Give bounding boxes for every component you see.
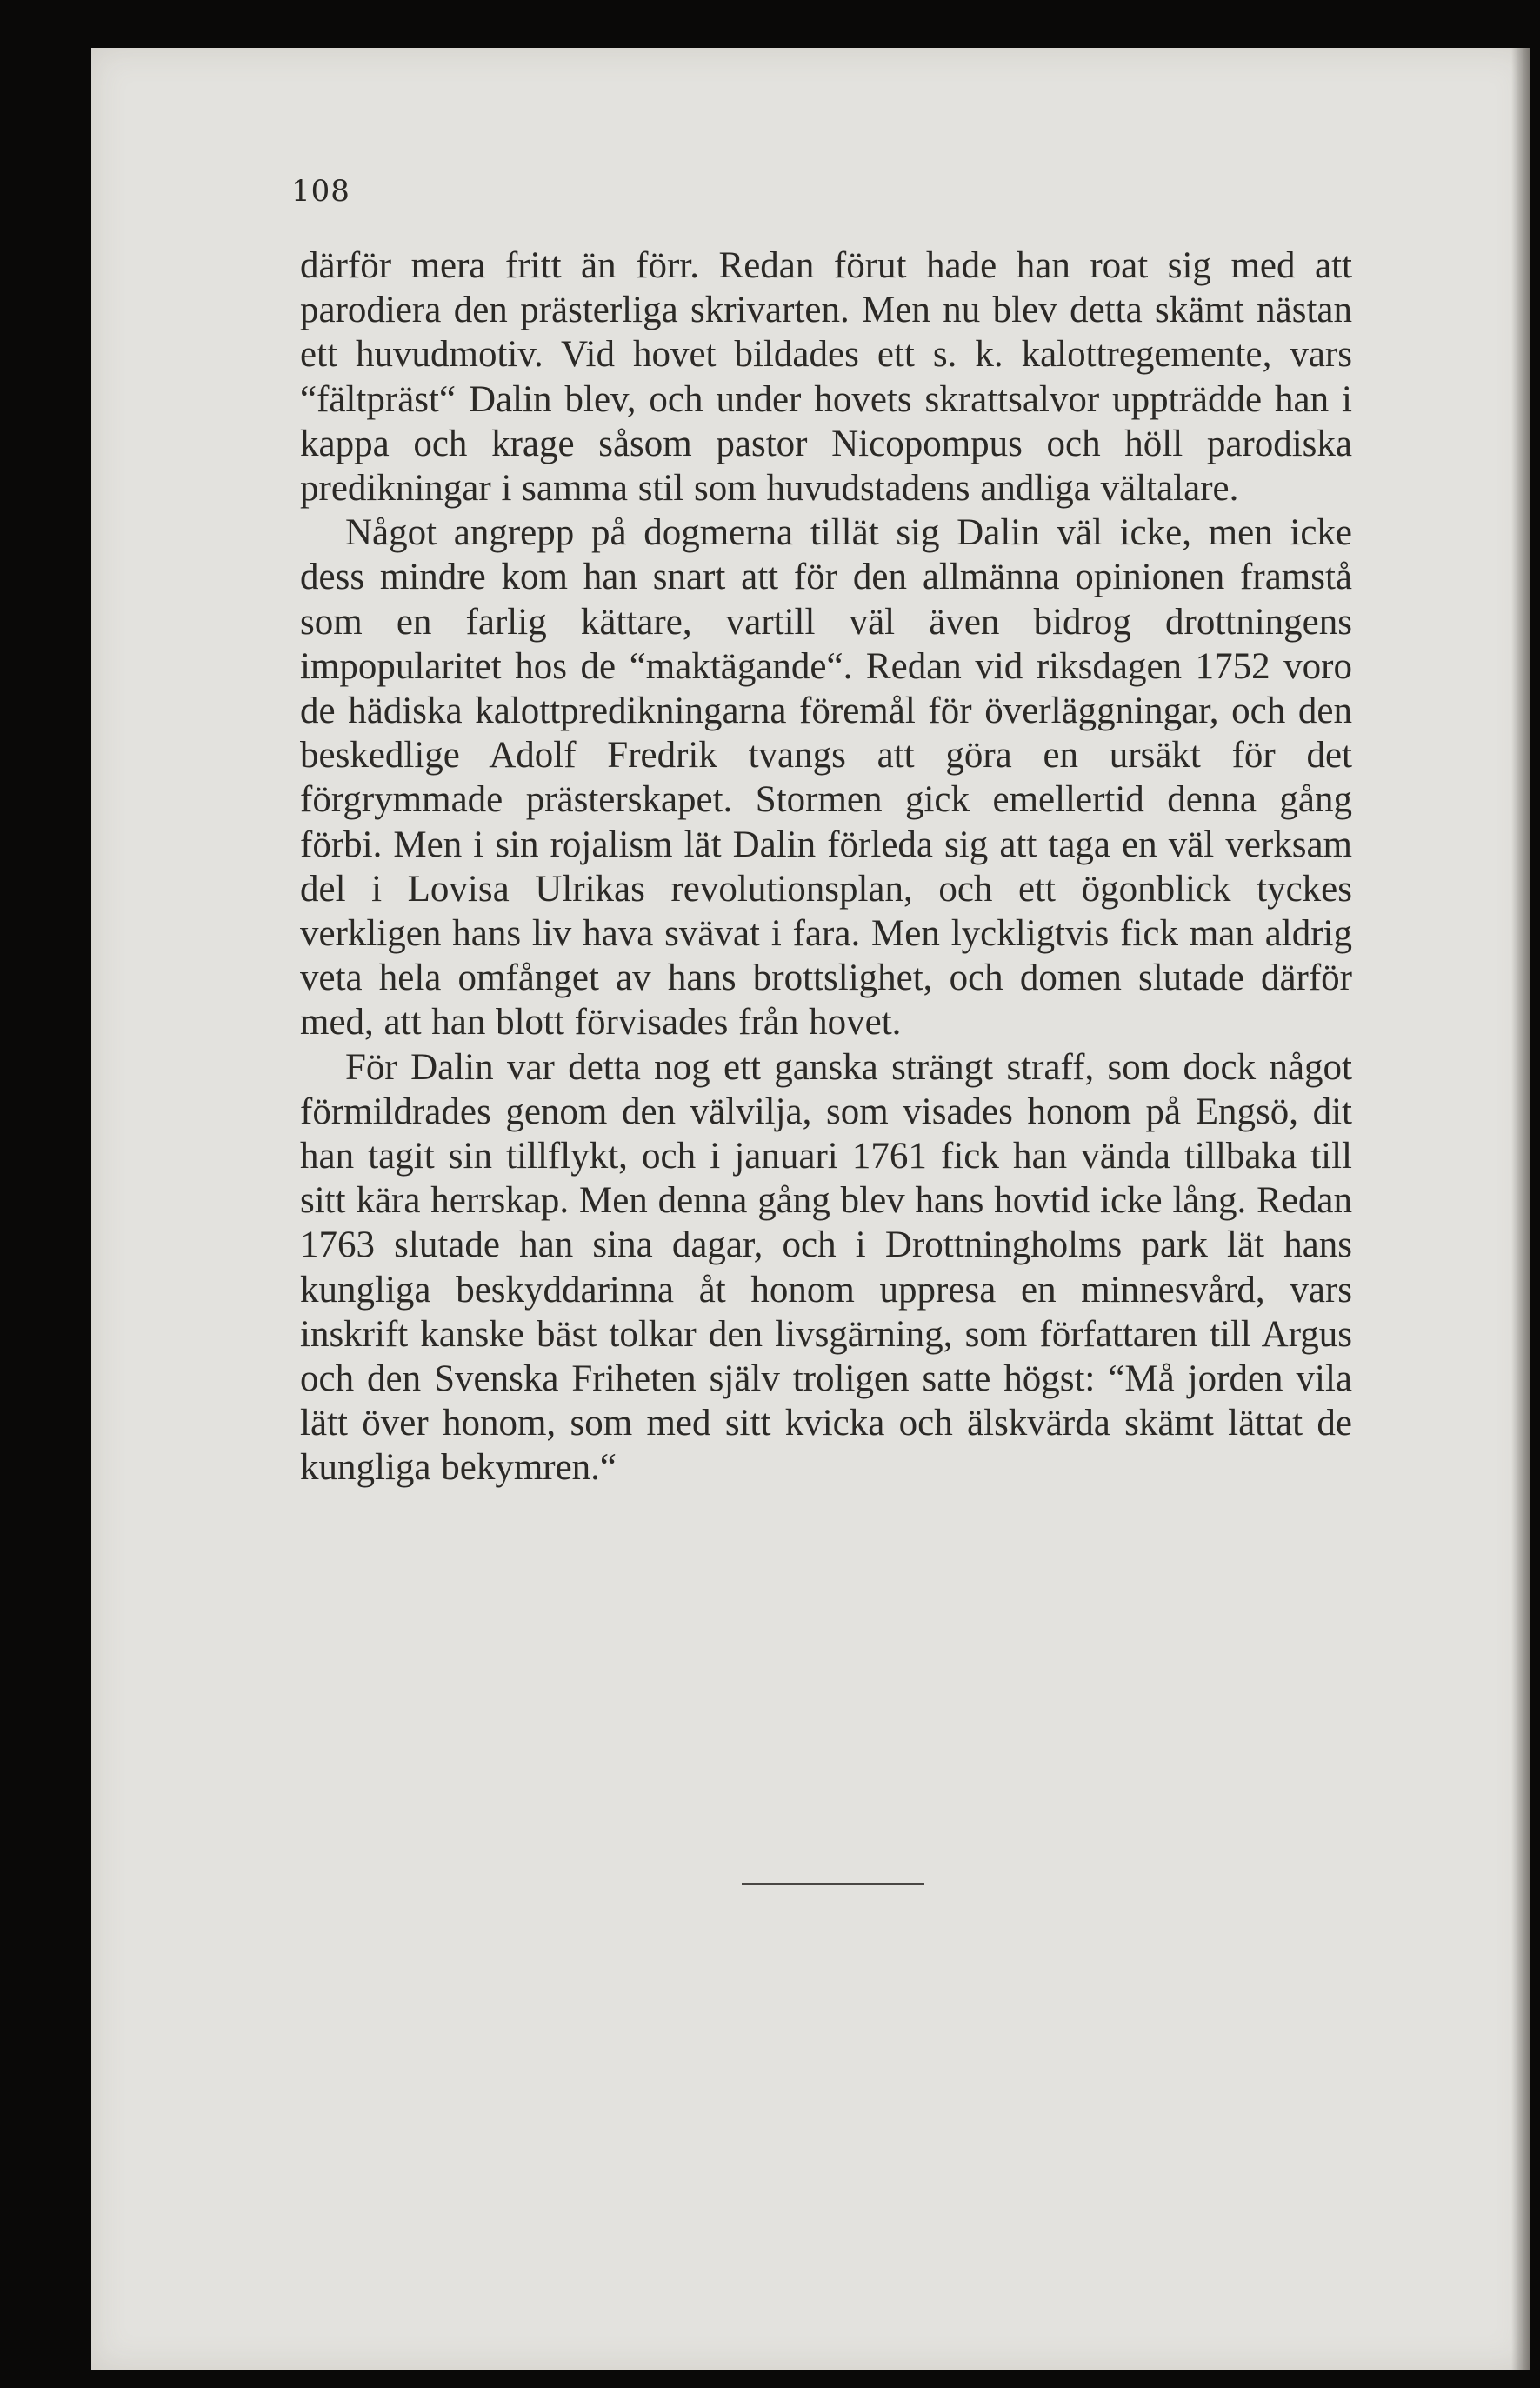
end-rule (742, 1883, 924, 1885)
paragraph-2: Något angrepp på dogmerna tillät sig Dalin väl icke, men icke dess mindre kom han snart att för den allmänna opinionen framstå som en farlig kättare, vartill väl även bidrog drottningens impopularitet hos de “maktägande“. Redan vid riksdagen 1752 voro de hädiska kalottpredikningarna föremål för överläggningar, och den beskedlige Adolf Fredrik tvangs att göra en ursäkt för det förgrymmade prästerskapet. Stormen gick emellertid denna gång förbi. Men i sin rojalism lät Dalin förleda sig att taga en väl verksam del i Lovisa Ulrikas revolutionsplan, och ett ögonblick tyckes verkligen hans liv hava svävat i fara. Men lyckligtvis fick man aldrig veta hela omfånget av hans brottslighet, och domen slutade därför med, att han blott förvisades från hovet. (300, 512, 1352, 1044)
paragraph-1: därför mera fritt än förr. Redan förut hade han roat sig med att parodiera den prästerliga skrivarten. Men nu blev detta skämt nästan ett huvudmotiv. Vid hovet bildades ett s. k. kalottregemente, vars “fältpräst“ Dalin blev, och under hovets skrattsalvor uppträdde han i kappa och krage såsom pastor Nicopompus och höll parodiska predikningar i samma stil som huvudstadens andliga vältalare. (300, 245, 1352, 510)
body-text (300, 243, 1352, 1491)
paragraph-3: För Dalin var detta nog ett ganska strängt straff, som dock något förmildrades genom den välvilja, som visades honom på Engsö, dit han tagit sin tillflykt, och i januari 1761 fick han vända tillbaka till sitt kära herrskap. Men denna gång blev hans hovtid icke lång. Redan 1763 slutade han sina dagar, och i Drottningholms park lät hans kungliga beskyddarinna åt honom uppresa en minnesvård, vars inskrift kanske bäst tolkar den livsgärning, som författaren till Argus och den Svenska Friheten själv troligen satte högst: “Må jorden vila lätt över honom, som med sitt kvicka och älskvärda skämt lättat de kungliga bekymren.“ (300, 1046, 1352, 1489)
page-edge-shadow (1511, 48, 1530, 2370)
page-number: 108 (291, 174, 350, 209)
